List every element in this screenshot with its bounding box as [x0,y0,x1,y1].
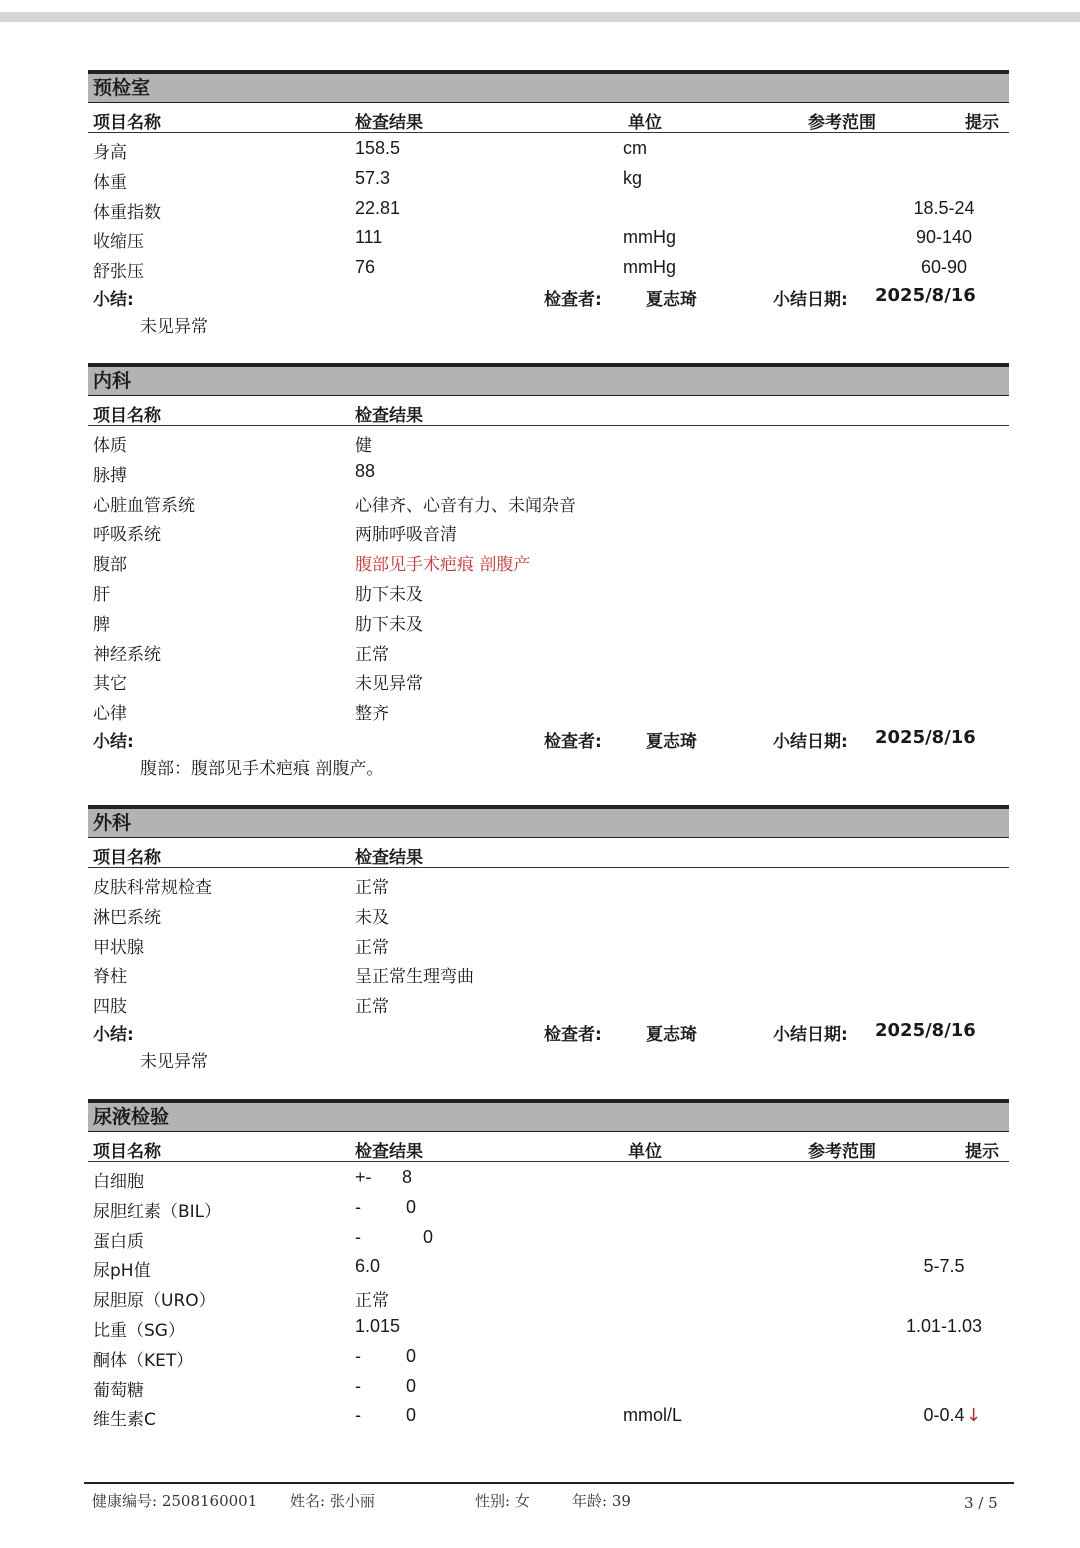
section-title: 尿液检验 [88,1099,1009,1132]
summary-row [88,724,1009,754]
item-name: 尿胆红素（BIL） [93,1201,222,1222]
item-name: 舒张压 [93,262,144,283]
item-name: 呼吸系统 [93,525,161,546]
table-row [88,928,1009,958]
table-row [88,1192,1009,1222]
table-row [88,1251,1009,1281]
result-rows [88,426,1009,724]
item-result: 正常 [355,937,389,958]
footer-gender: 性别: 女 [475,1492,530,1510]
item-result: 心律齐、心音有力、未闻杂音 [355,495,576,516]
down-arrow-icon: ↓ [966,1405,982,1427]
col-result-header: 检查结果 [355,113,423,133]
col-flag-header: 提示 [965,113,999,133]
item-result: 未及 [355,907,389,928]
table-row [88,635,1009,665]
result-rows [88,133,1009,282]
section-title: 外科 [88,805,1009,838]
table-row [88,456,1009,486]
summary-date-label: 小结日期: [773,289,848,310]
item-ref: 90-140 [915,227,973,248]
table-row [88,1400,1009,1430]
item-name: 腹部 [93,555,127,576]
col-unit-header: 单位 [628,1142,662,1162]
table-row [88,222,1009,252]
item-result: 健 [355,436,372,456]
result-rows [88,1162,1009,1430]
table-row [88,664,1009,694]
item-result: - [355,1375,361,1396]
column-header-row [88,103,1009,133]
item-name: 酮体（KET） [93,1350,194,1371]
item-name: 蛋白质 [93,1231,144,1252]
item-unit: mmHg [623,257,676,278]
col-ref-header: 参考范围 [808,113,876,133]
item-name: 脊柱 [93,967,127,988]
item-result: 1.015 [355,1315,401,1336]
item-name: 维生素C [93,1410,156,1431]
summary-label: 小结: [93,289,134,310]
item-result: - [355,1196,361,1217]
item-ref: 60-90 [920,257,968,278]
footer-age: 年龄: 39 [572,1492,631,1510]
item-name: 身高 [93,143,127,163]
item-name: 葡萄糖 [93,1380,144,1401]
item-name: 体重 [93,172,127,193]
item-result: 正常 [355,997,389,1018]
table-row [88,957,1009,987]
table-row [88,1162,1009,1192]
footer-patient-name: 姓名: 张小丽 [290,1492,375,1510]
section-internal-medicine [88,363,1009,782]
summary-date: 2025/8/16 [875,726,976,748]
section-urinalysis [88,1099,1009,1430]
summary-text: 未见异常 [140,1051,208,1072]
item-result-value: 0 [423,1226,434,1247]
column-header-row [88,838,1009,868]
summary-text-row [88,312,1009,340]
col-name-header: 项目名称 [93,113,161,133]
footer-health-id: 健康编号: 2508160001 [92,1492,258,1510]
col-unit-header: 单位 [628,113,662,133]
item-name: 比重（SG） [93,1320,185,1341]
item-name: 四肢 [93,997,127,1018]
item-name: 体质 [93,436,127,456]
col-name-header: 项目名称 [93,406,161,426]
table-row [88,575,1009,605]
table-row [88,515,1009,545]
table-row [88,1311,1009,1341]
item-result: 整齐 [355,704,389,725]
item-name: 尿pH值 [93,1261,151,1282]
inspector-label: 检查者: [544,731,602,752]
table-row [88,545,1009,575]
summary-label: 小结: [93,1024,134,1045]
item-result: 88 [355,460,376,481]
item-name: 肝 [93,584,110,605]
item-name: 脾 [93,614,110,635]
item-ref: 5-7.5 [923,1256,965,1277]
footer-divider [84,1482,1014,1484]
item-result: - [355,1226,361,1247]
item-unit: cm [623,138,647,158]
item-result: 正常 [355,1291,389,1312]
inspector-label: 检查者: [544,289,602,310]
col-name-header: 项目名称 [93,848,161,868]
table-row [88,1341,1009,1371]
summary-text: 未见异常 [140,316,208,337]
inspector-name: 夏志琦 [646,1024,697,1045]
col-result-header: 检查结果 [355,406,423,426]
inspector-name: 夏志琦 [646,731,697,752]
table-row [88,252,1009,282]
item-name: 其它 [93,674,127,695]
item-result: 76 [355,257,376,278]
result-rows [88,868,1009,1017]
inspector-label: 检查者: [544,1024,602,1045]
table-row [88,605,1009,635]
item-unit: mmHg [623,227,676,248]
item-name: 白细胞 [93,1172,144,1192]
item-result: +- [355,1167,372,1187]
page-number: 3 / 5 [964,1494,998,1512]
table-row [88,193,1009,223]
item-result: 正常 [355,644,389,665]
col-ref-header: 参考范围 [808,1142,876,1162]
item-result-value: 8 [402,1167,413,1187]
item-result: - [355,1405,361,1426]
item-result: 111 [355,227,383,248]
item-result: 肋下未及 [355,614,423,635]
table-row [88,987,1009,1017]
section-surgery [88,805,1009,1075]
summary-date-label: 小结日期: [773,1024,848,1045]
summary-date: 2025/8/16 [875,1019,976,1041]
item-name: 神经系统 [93,644,161,665]
item-result-value: 0 [406,1375,417,1396]
item-result: 57.3 [355,167,391,188]
item-result: 两肺呼吸音清 [355,525,457,546]
table-row [88,163,1009,193]
item-result: - [355,1345,361,1366]
col-flag-header: 提示 [965,1142,999,1162]
item-result-value: 0 [406,1196,417,1217]
table-row [88,868,1009,898]
top-bar [0,12,1080,22]
summary-date: 2025/8/16 [875,284,976,306]
item-result: 158.5 [355,138,401,158]
table-row [88,133,1009,163]
table-row [88,1222,1009,1252]
item-result: 22.81 [355,197,401,218]
table-row [88,426,1009,456]
item-unit: mmol/L [623,1405,683,1426]
table-row [88,694,1009,724]
item-result: 未见异常 [355,674,423,695]
summary-text: 腹部：腹部见手术疤痕 剖腹产。 [140,758,384,779]
summary-label: 小结: [93,731,134,752]
col-result-header: 检查结果 [355,1142,423,1162]
item-name: 心脏血管系统 [93,495,195,516]
item-name: 皮肤科常规检查 [93,878,212,898]
item-result-abnormal: 腹部见手术疤痕 剖腹产 [355,555,531,576]
column-header-row [88,1132,1009,1162]
summary-row [88,282,1009,312]
section-title: 预检室 [88,70,1009,103]
item-name: 体重指数 [93,202,161,223]
item-name: 收缩压 [93,232,144,253]
summary-text-row [88,754,1009,782]
item-name: 淋巴系统 [93,907,161,928]
item-ref: 0-0.4 [923,1405,965,1426]
summary-row [88,1017,1009,1047]
item-name: 心律 [93,704,127,725]
inspector-name: 夏志琦 [646,289,697,310]
item-result-value: 0 [406,1345,417,1366]
summary-date-label: 小结日期: [773,731,848,752]
item-name: 尿胆原（URO） [93,1291,216,1312]
item-result-value: 0 [406,1405,417,1426]
item-result: 呈正常生理弯曲 [355,967,474,988]
section-title: 内科 [88,363,1009,396]
table-row [88,898,1009,928]
item-ref: 1.01-1.03 [905,1315,983,1336]
item-ref: 18.5-24 [913,197,975,218]
column-header-row [88,396,1009,426]
item-unit: kg [623,167,643,188]
section-preexam [88,70,1009,340]
col-name-header: 项目名称 [93,1142,161,1162]
item-result: 6.0 [355,1256,381,1277]
item-result: 正常 [355,878,389,898]
col-result-header: 检查结果 [355,848,423,868]
summary-text-row [88,1047,1009,1075]
item-result: 肋下未及 [355,584,423,605]
table-row [88,1281,1009,1311]
item-name: 脉搏 [93,465,127,486]
table-row [88,486,1009,516]
table-row [88,1371,1009,1401]
item-name: 甲状腺 [93,937,144,958]
